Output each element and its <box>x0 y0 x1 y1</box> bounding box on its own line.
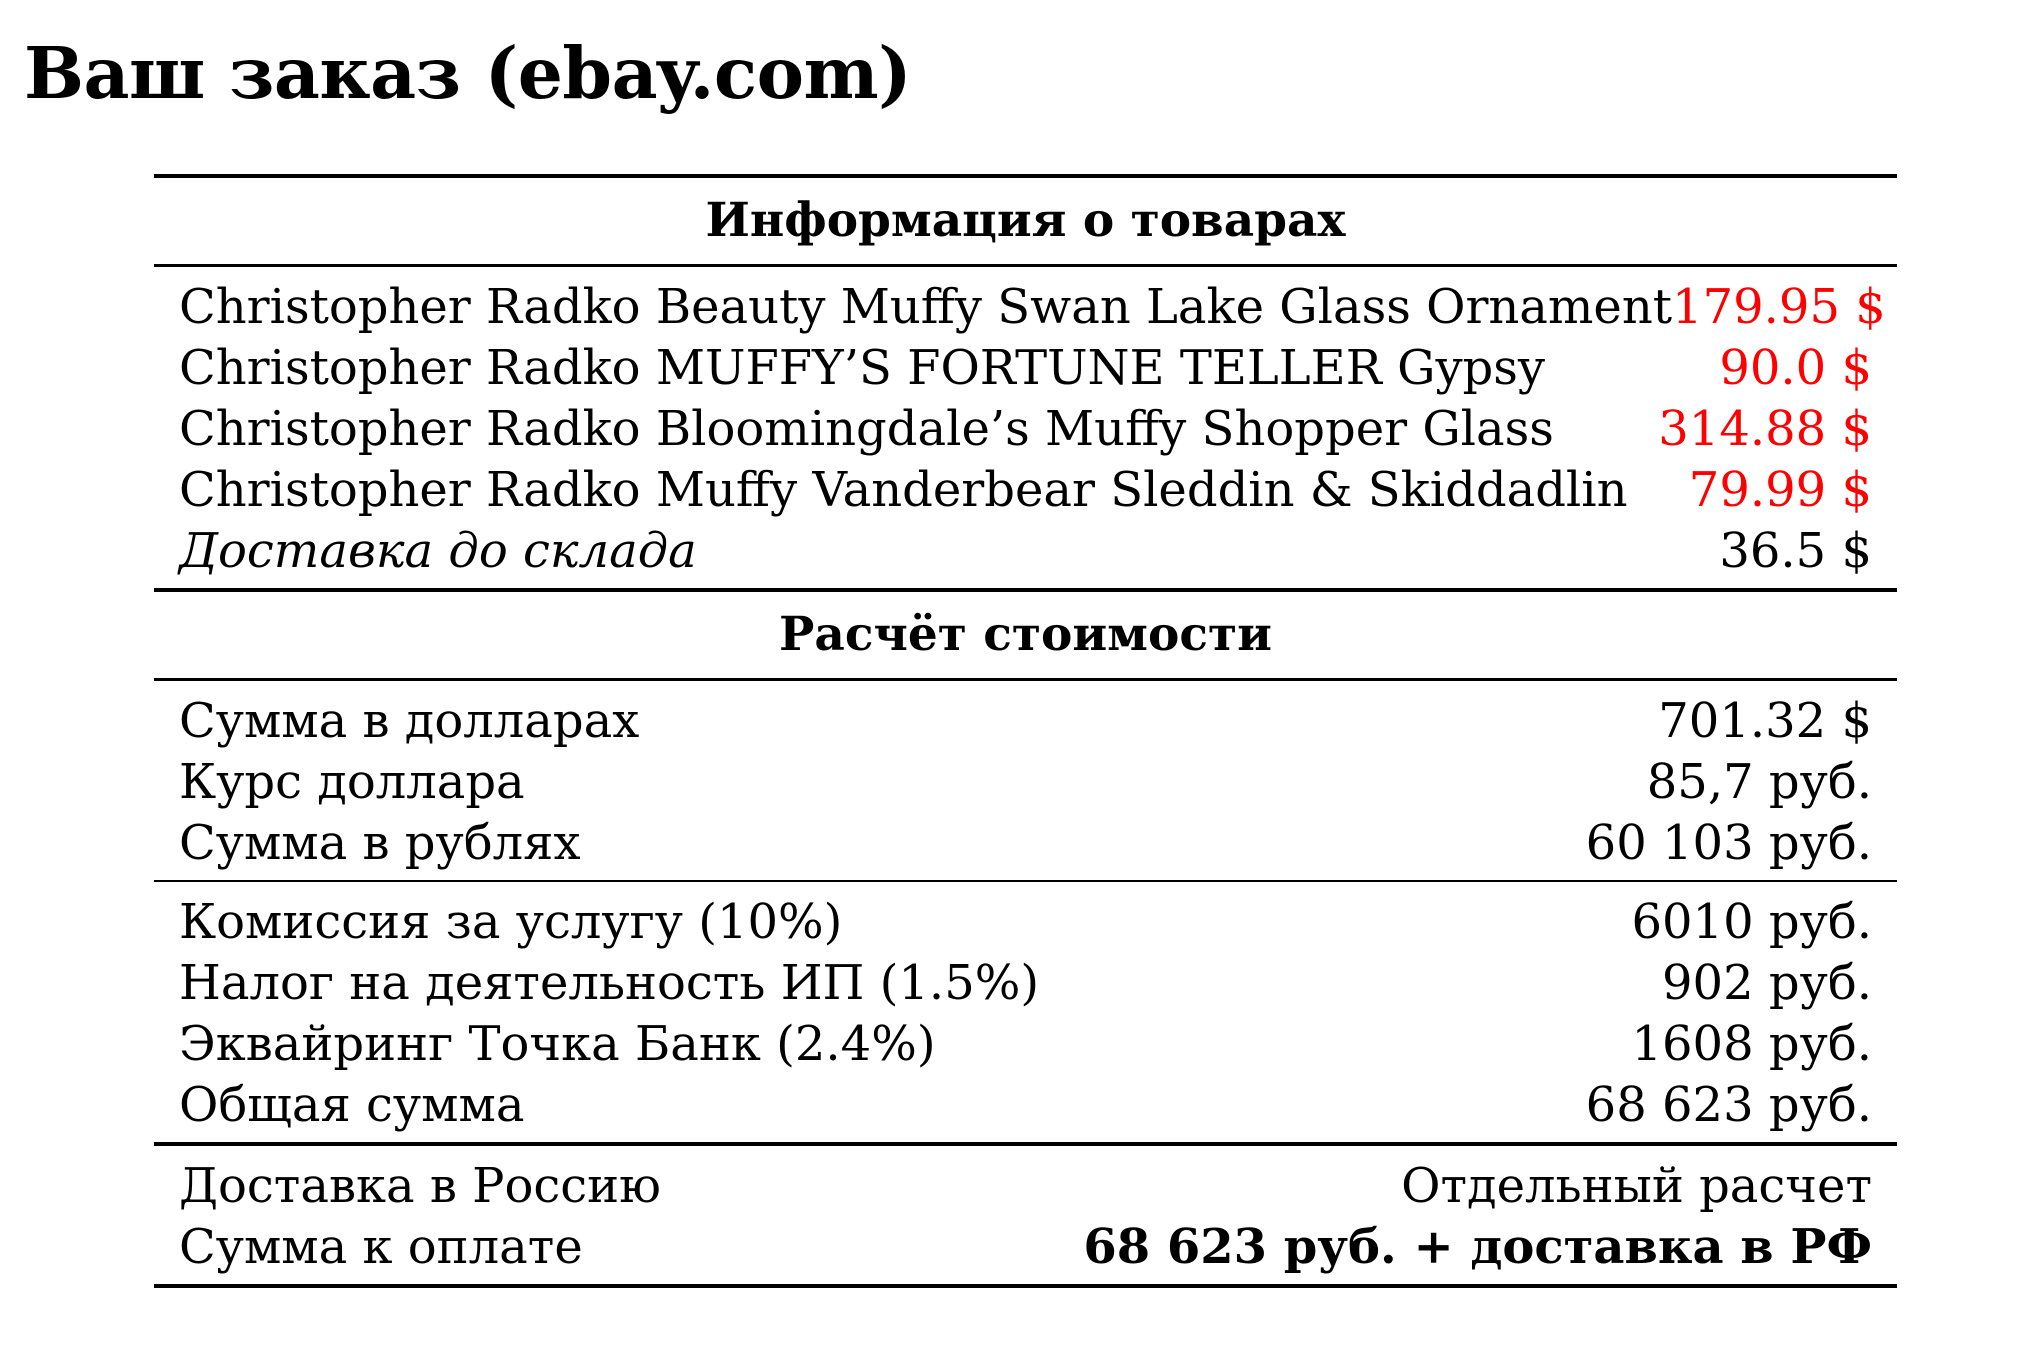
fee-row <box>179 892 1872 953</box>
fee-value: 902 руб. <box>1662 955 1872 1011</box>
summary-row <box>179 752 1872 813</box>
summary-row <box>179 691 1872 752</box>
fee-label: Налог на деятельность ИП (1.5%) <box>179 955 1040 1011</box>
summary-label: Курс доллара <box>179 754 525 810</box>
calculation-section-heading: Расчёт стоимости <box>154 592 1897 681</box>
fee-row <box>179 953 1872 1014</box>
product-name: Christopher Radko MUFFY’S FORTUNE TELLER Gypsy <box>179 340 1546 396</box>
product-row <box>179 277 1886 338</box>
fee-value: 6010 руб. <box>1631 894 1872 950</box>
summary-row <box>179 813 1872 874</box>
final-group <box>154 1146 1897 1284</box>
product-price: 79.99 $ <box>1688 462 1872 518</box>
summary-value: 60 103 руб. <box>1585 815 1872 871</box>
page-title: Ваш заказ (ebay.com) <box>24 31 912 115</box>
fee-row <box>179 1014 1872 1075</box>
summary-value: 701.32 $ <box>1658 693 1872 749</box>
product-row <box>179 338 1872 399</box>
product-price: 90.0 $ <box>1719 340 1872 396</box>
fee-label: Эквайринг Точка Банк (2.4%) <box>179 1016 936 1072</box>
summary-label: Сумма в долларах <box>179 693 640 749</box>
warehouse-delivery-row <box>179 521 1872 582</box>
amount-due-value: 68 623 руб. + доставка в РФ <box>1083 1219 1872 1275</box>
warehouse-delivery-value: 36.5 $ <box>1719 523 1872 579</box>
russia-delivery-value: Отдельный расчет <box>1401 1158 1872 1214</box>
product-name: Christopher Radko Muffy Vanderbear Sleddin & Skiddadlin <box>179 462 1628 518</box>
order-table <box>154 174 1897 1288</box>
products-list <box>154 267 1897 592</box>
amount-due-row <box>179 1217 1872 1278</box>
total-label: Общая сумма <box>179 1077 525 1133</box>
product-name: Christopher Radko Bloomingdale’s Muffy Shopper Glass <box>179 401 1554 457</box>
russia-delivery-row <box>179 1156 1872 1217</box>
product-price: 179.95 $ <box>1672 279 1886 335</box>
fee-value: 1608 руб. <box>1631 1016 1872 1072</box>
summary-label: Сумма в рублях <box>179 815 581 871</box>
products-section-heading: Информация о товарах <box>154 178 1897 267</box>
total-row <box>179 1075 1872 1136</box>
fees-group <box>154 882 1897 1146</box>
total-value: 68 623 руб. <box>1585 1077 1872 1133</box>
product-row <box>179 460 1872 521</box>
product-name: Christopher Radko Beauty Muffy Swan Lake Glass Ornament <box>179 279 1673 335</box>
amount-due-label: Сумма к оплате <box>179 1219 583 1275</box>
warehouse-delivery-label: Доставка до склада <box>179 523 697 579</box>
fee-label: Комиссия за услугу (10%) <box>179 894 843 950</box>
summary-value: 85,7 руб. <box>1646 754 1872 810</box>
conversion-group <box>154 681 1897 882</box>
product-row <box>179 399 1872 460</box>
product-price: 314.88 $ <box>1658 401 1872 457</box>
russia-delivery-label: Доставка в Россию <box>179 1158 661 1214</box>
